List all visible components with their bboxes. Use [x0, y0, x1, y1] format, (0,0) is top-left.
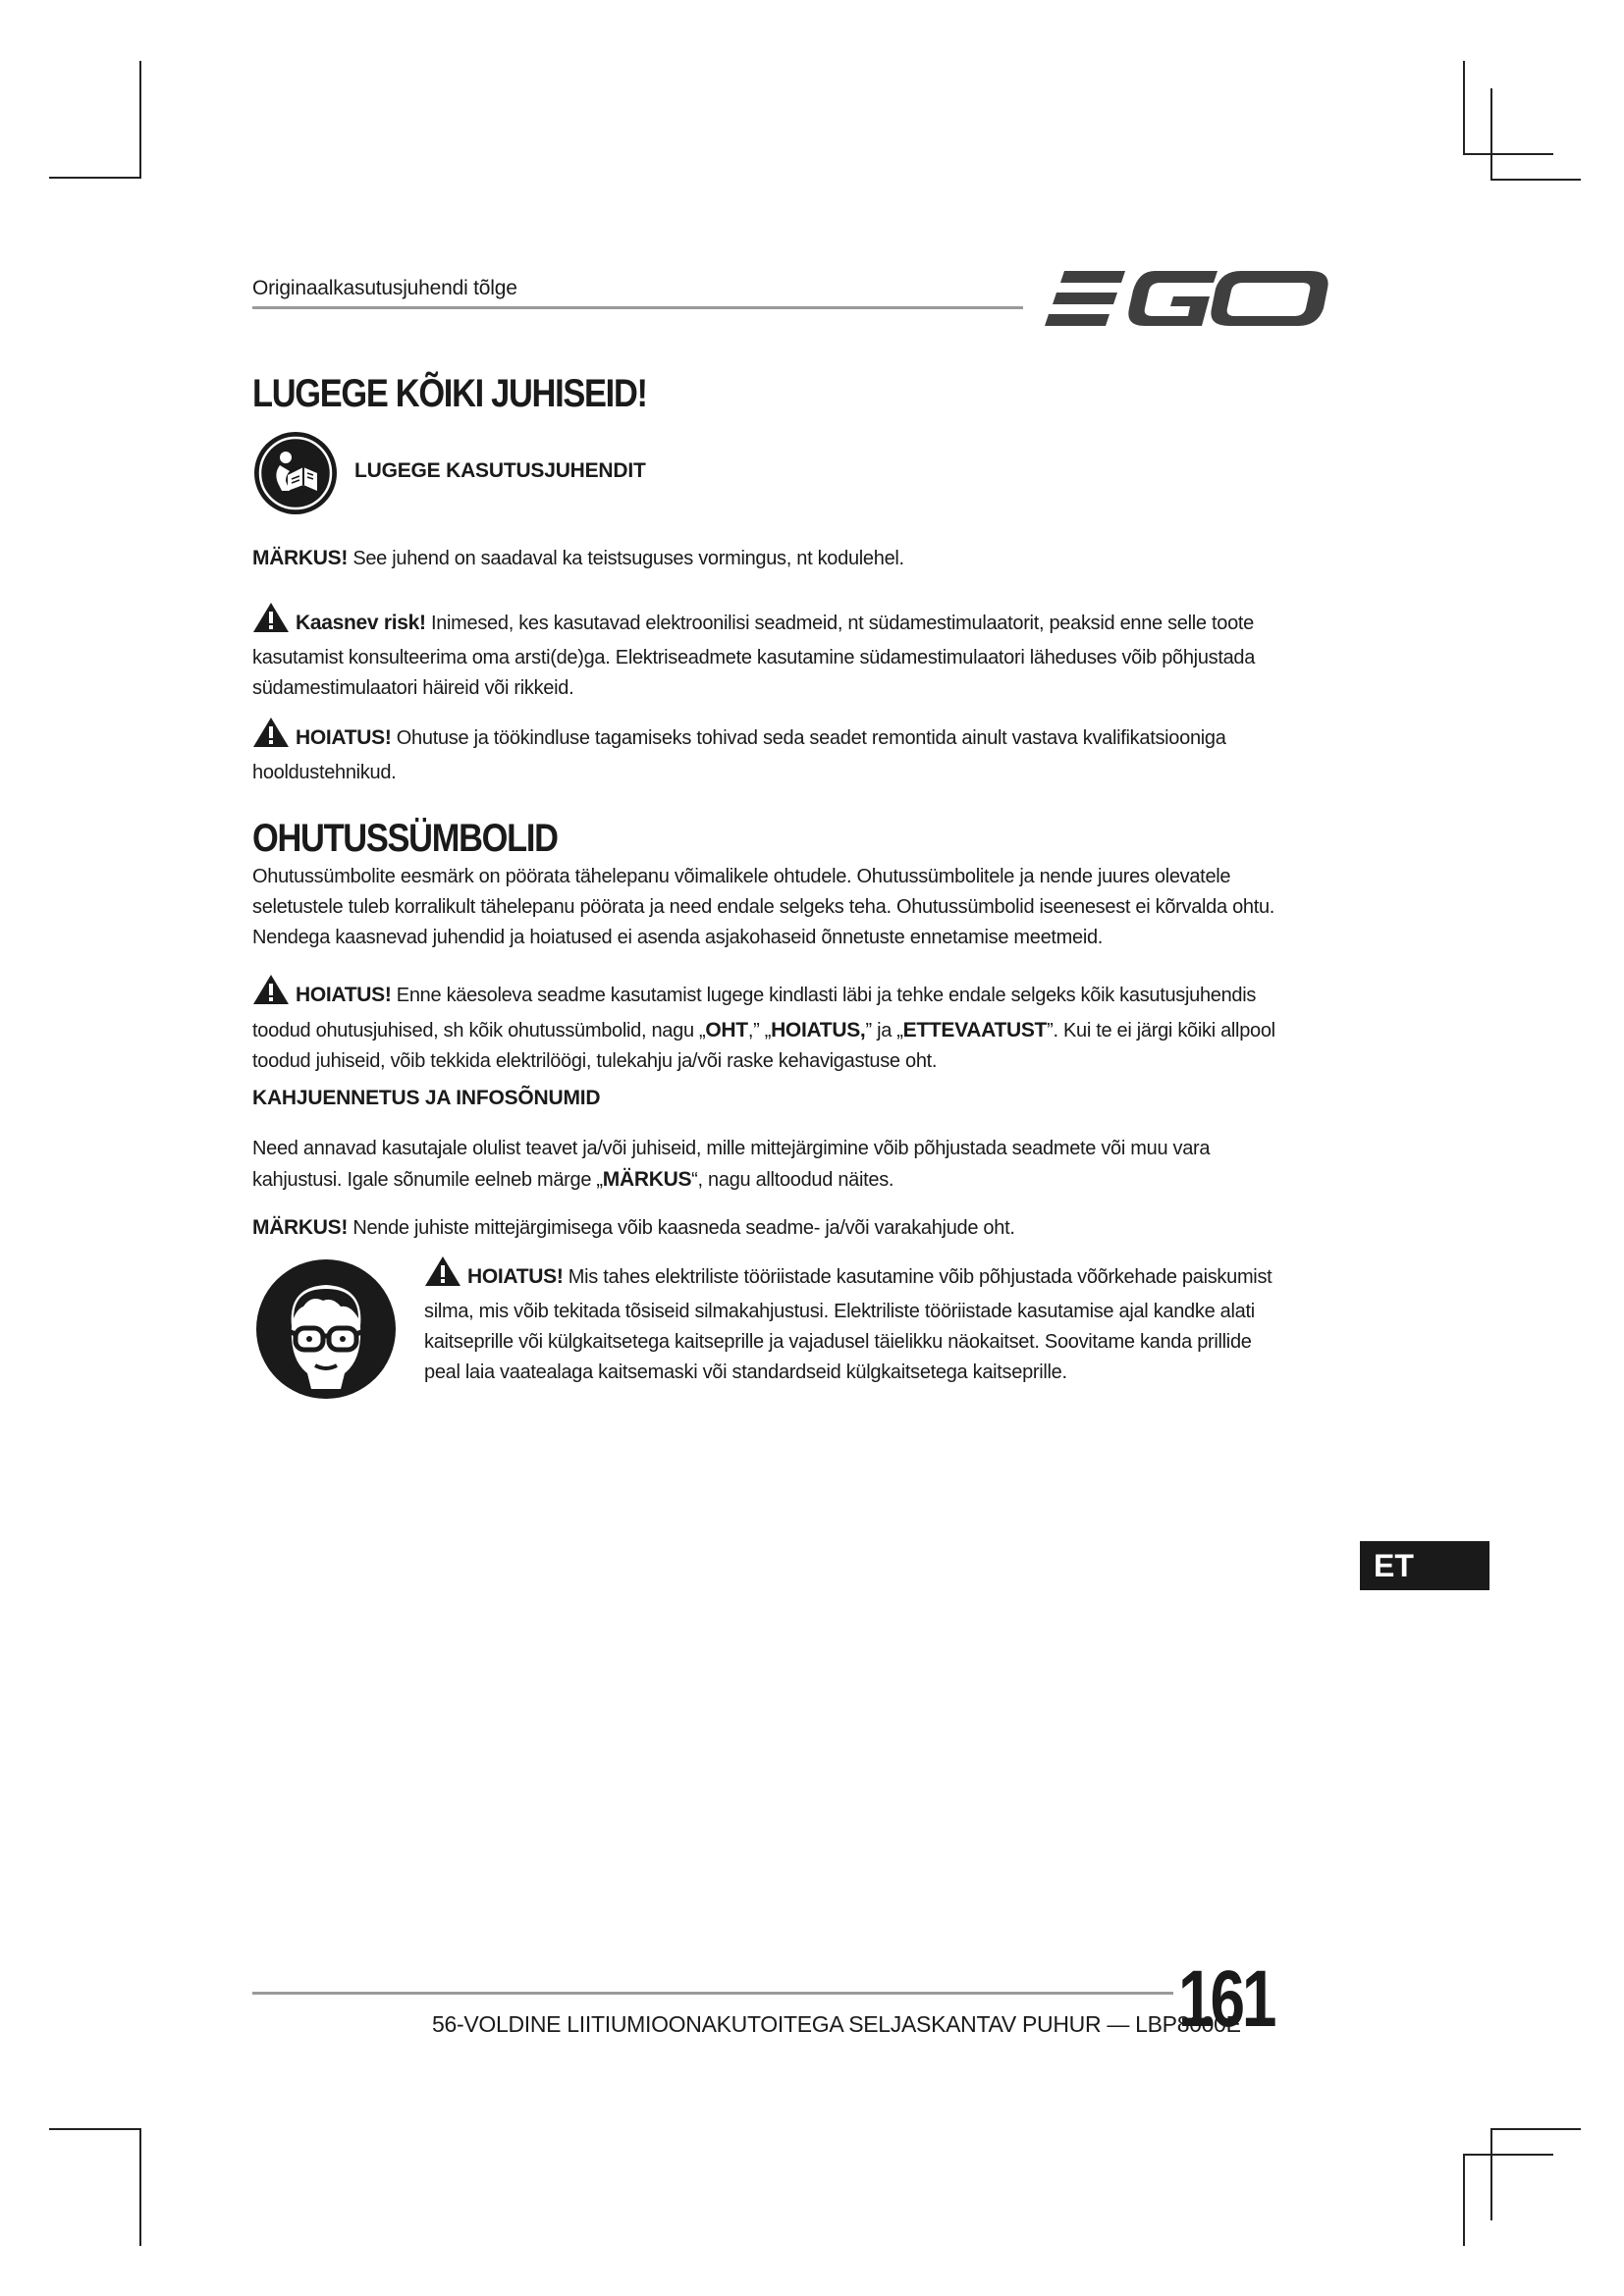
crop-mark-tr-h2: [1490, 179, 1581, 181]
warning2-line2-part: ” ja „: [865, 1020, 903, 1041]
eye-line3: kaitseprille või külgkaitsetega kaitseprille ja vajadusel täielikku näokaitset. Soovitame kanda prillide: [424, 1331, 1252, 1353]
section-title-read-all: LUGEGE KÕIKI JUHISEID!: [252, 372, 647, 415]
warning-paragraph-2: [252, 974, 1362, 1077]
safety-intro-paragraph: [252, 862, 1362, 953]
footer-product-name: 56-VOLDINE LIITIUMIOONAKUTOITEGA SELJASKANTAV PUHUR — LBP8000E: [432, 2011, 1241, 2037]
eye-line1: Mis tahes elektriliste tööriistade kasutamine võib põhjustada võõrkehade paiskumist: [563, 1266, 1272, 1288]
crop-mark-tr-v: [1463, 61, 1465, 155]
crop-mark-br-h2: [1463, 2154, 1553, 2156]
risk-label: Kaasnev risk!: [296, 612, 426, 634]
crop-mark-tr-h: [1463, 153, 1553, 155]
term-markus: MÄRKUS: [602, 1168, 692, 1191]
note-paragraph-1: [252, 543, 904, 574]
note-paragraph-2: [252, 1212, 1015, 1244]
info-paragraph: [252, 1134, 1362, 1196]
warning-triangle-icon: [424, 1255, 461, 1297]
warning-triangle-icon: [252, 717, 290, 758]
warning2-line2-part: ”. Kui te ei järgi kõiki allpool: [1047, 1020, 1275, 1041]
term-ettevaatust: ETTEVAATUST: [902, 1019, 1048, 1041]
read-manual-label: LUGEGE KASUTUSJUHENDIT: [354, 459, 646, 482]
warning2-line3: toodud juhiseid, võib tekkida elektrilöögi, tulekahju ja/või raske kehavigastuse oht.: [252, 1050, 938, 1072]
crop-mark-tr-v2: [1490, 88, 1492, 181]
crop-mark-br-v: [1490, 2128, 1492, 2220]
warning2-line2-part: ,” „: [747, 1020, 772, 1041]
section-title-safety-symbols: OHUTUSSÜMBOLID: [252, 817, 558, 860]
header-divider: [252, 306, 1023, 309]
note-text: Nende juhiste mittejärgimisega võib kaasneda seadme- ja/või varakahjude oht.: [348, 1217, 1015, 1239]
damage-prevention-subhead: KAHJUENNETUS JA INFOSÕNUMID: [252, 1087, 601, 1109]
crop-mark-tl-h: [49, 177, 140, 179]
ego-logo: [1045, 252, 1339, 339]
risk-paragraph: [252, 602, 1352, 704]
info-line1: Need annavad kasutajale olulist teavet ja/või juhiseid, mille mittejärgimine võib põhjustada seadmete või muu vara: [252, 1138, 1211, 1159]
info-line2-part: kahjustusi. Igale sõnumile eelneb märge „: [252, 1169, 603, 1191]
ego-logo-text: EGO: [1045, 252, 1080, 269]
intro-line1: Ohutussümbolite eesmärk on pöörata tähelepanu võimalikele ohtudele. Ohutussümbolitele ja nende juures olevatele: [252, 866, 1231, 887]
note-label: MÄRKUS!: [252, 547, 349, 569]
warning-text-line1: Ohutuse ja töökindluse tagamiseks tohivad seda seadet remontida ainult vastava kvalifikatsiooniga: [391, 727, 1226, 749]
warning-paragraph-1: [252, 717, 1352, 788]
page-number: 161: [1178, 1954, 1274, 2044]
warning-triangle-icon: [252, 602, 290, 643]
warning-text-line2: hooldustehnikud.: [252, 762, 397, 783]
risk-text-line3: südamestimulaatori häireid või rikkeid.: [252, 677, 574, 699]
intro-line3: Nendega kaasnevad juhendid ja hoiatused ei asenda asjakohaseid õnnetuste ennetamise meetmeid.: [252, 927, 1104, 948]
warning-label: HOIATUS!: [467, 1265, 564, 1288]
note-text: See juhend on saadaval ka teistsuguses vormingus, nt kodulehel.: [348, 548, 904, 569]
footer-divider: [252, 1992, 1173, 1995]
eye-protection-icon: [254, 1257, 398, 1406]
language-tab: ET: [1360, 1541, 1489, 1590]
crop-mark-bl-h: [49, 2128, 140, 2130]
eye-line4: peal laia vaatealaga kaitsemaski või standardseid külgkaitsetega kaitseprille.: [424, 1362, 1067, 1383]
manual-symbol-icon: [252, 430, 339, 521]
crop-mark-br-h: [1490, 2128, 1581, 2130]
crop-mark-br-v2: [1463, 2154, 1465, 2246]
eye-line2: silma, mis võib tekitada tõsiseid silmakahjustusi. Elektriliste tööriistade kasutamise ajal kandke alati: [424, 1301, 1255, 1322]
risk-text-line2: kasutamist konsulteerima oma arsti(de)ga. Elektriseadmete kasutamine südamestimulaatori läheduses võib põhjustada: [252, 647, 1256, 668]
info-line2-part: “, nagu alltoodud näites.: [691, 1169, 894, 1191]
document-title: Originaalkasutusjuhendi tõlge: [252, 277, 517, 299]
warning2-line2-part: toodud ohutusjuhised, sh kõik ohutussümbolid, nagu „: [252, 1020, 706, 1041]
crop-mark-tl-v: [139, 61, 141, 179]
intro-line2: seletustele tuleb korralikult tähelepanu pöörata ja need endale selgeks teha. Ohutussümbolid iseenesest ei kõrvalda ohtu.: [252, 896, 1275, 918]
term-oht: OHT: [705, 1019, 748, 1041]
warning2-line1: Enne käesoleva seadme kasutamist lugege kindlasti läbi ja tehke endale selgeks kõik kasutusjuhendis: [391, 985, 1257, 1006]
warning-label: HOIATUS!: [296, 984, 392, 1006]
crop-mark-bl-v: [139, 2128, 141, 2246]
risk-text-line1: Inimesed, kes kasutavad elektroonilisi seadmeid, nt südamestimulaatorit, peaksid enne selle toote: [425, 613, 1254, 634]
term-hoiatus: HOIATUS,: [771, 1019, 866, 1041]
eye-warning-paragraph: [424, 1255, 1367, 1388]
warning-label: HOIATUS!: [296, 726, 392, 749]
warning-triangle-icon: [252, 974, 290, 1015]
note-label: MÄRKUS!: [252, 1216, 349, 1239]
